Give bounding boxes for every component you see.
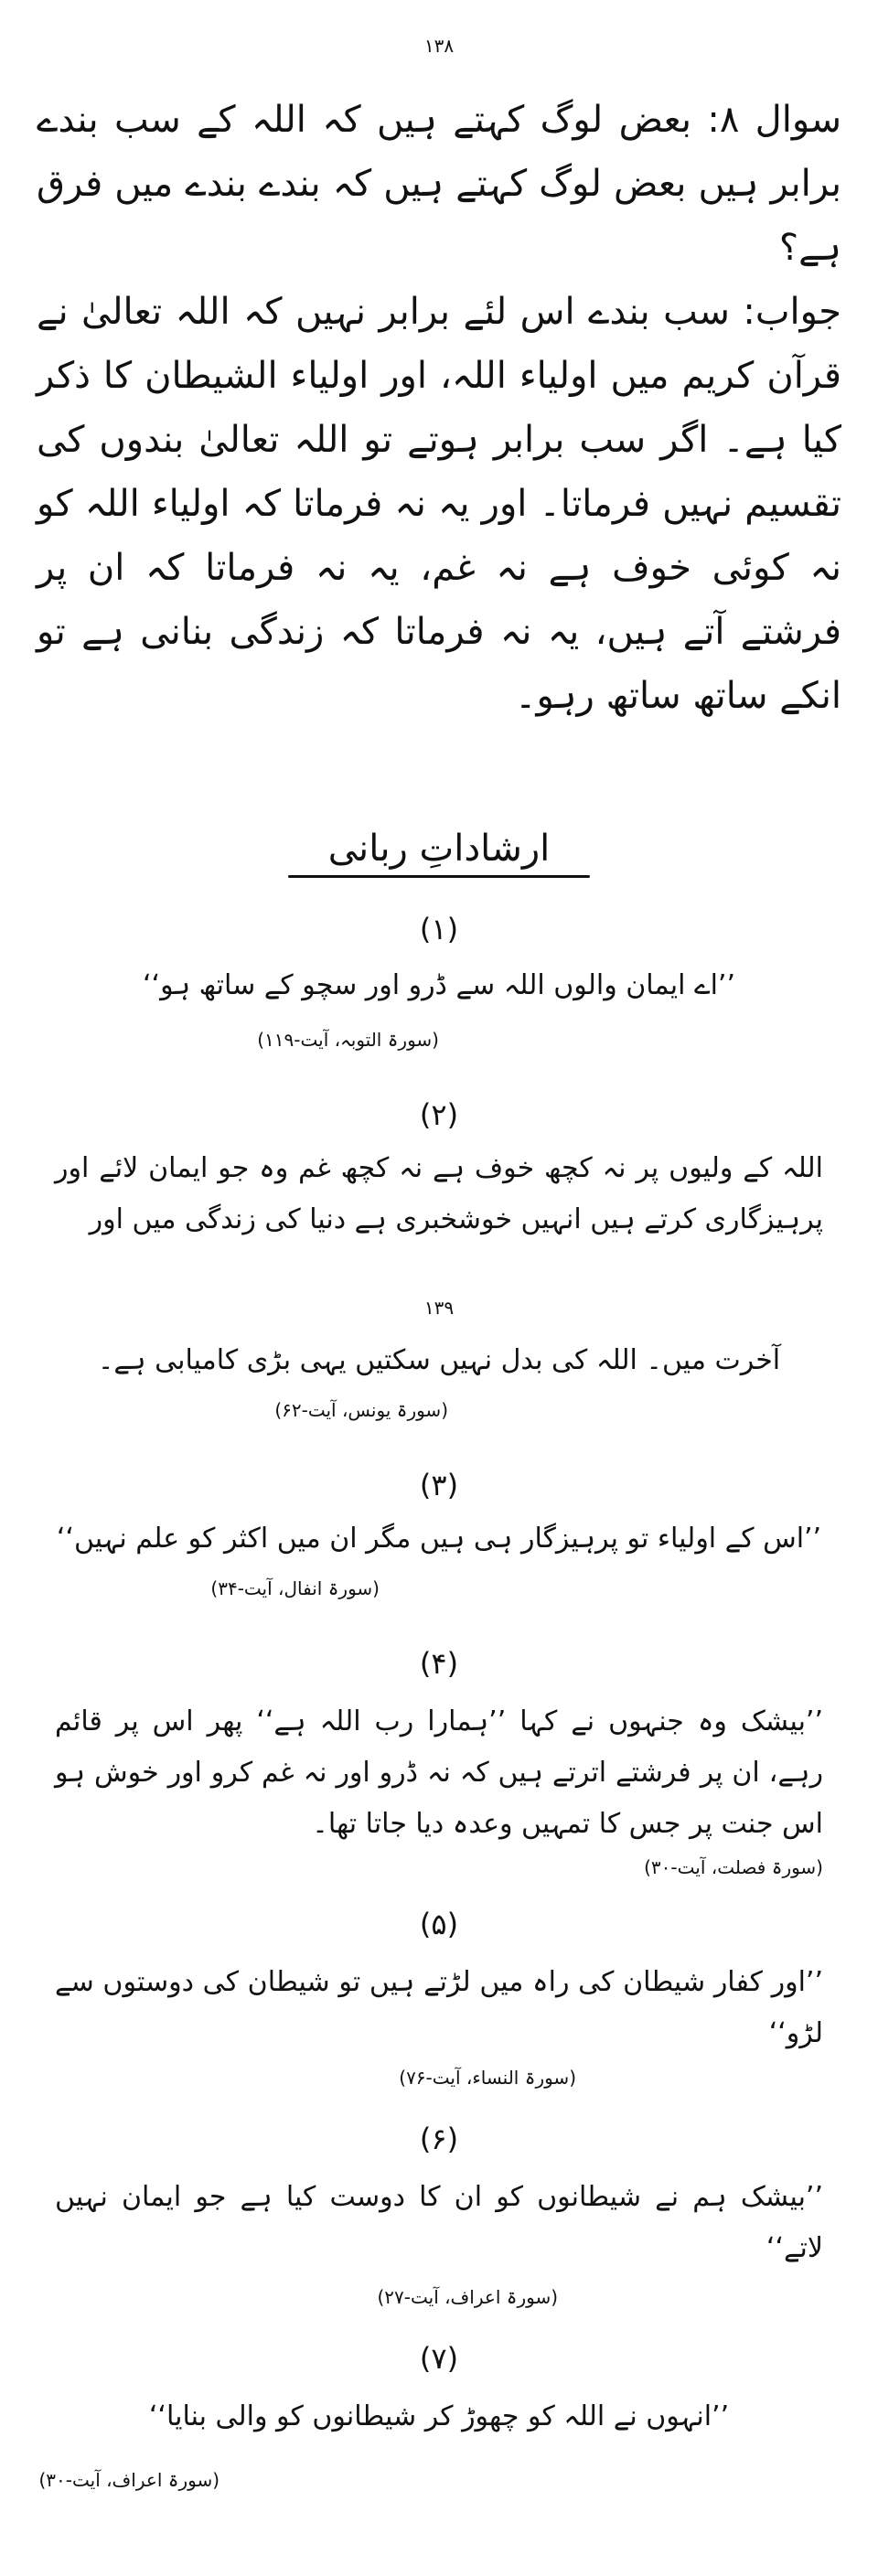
- saying-text: اللہ کے ولیوں پر نہ کچھ خوف ہے نہ کچھ غم وہ جو ایمان لائے اور پرہیزگاری کرتے ہیں انہیں خوشخبری ہے دنیا کی زندگی میں اور: [55, 1152, 823, 1235]
- section-heading: ارشاداتِ ربانی: [0, 828, 878, 878]
- page-number-middle: ۱۳۹: [423, 1297, 455, 1319]
- saying-reference: (سورۃ یونس، آیت-۶۲): [274, 1399, 448, 1421]
- saying-reference: (سورۃ اعراف، آیت-۲۷): [377, 2286, 558, 2308]
- saying-text: ’’اس کے اولیاء تو پرہیزگار ہی ہیں مگر ان میں اکثر کو علم نہیں‘‘: [56, 1523, 822, 1555]
- saying-text: ’’اور کفار شیطان کی راہ میں لڑتے ہیں تو شیطان کی دوستوں سے لڑو‘‘: [55, 1966, 823, 2049]
- saying-number: (۳): [419, 1468, 459, 1502]
- question-paragraph: [37, 88, 841, 280]
- saying-reference: (سورۃ اعراف، آیت-۳۰): [38, 2469, 220, 2491]
- saying-reference: (سورۃ التوبہ، آیت-۱۱۹): [257, 1029, 439, 1051]
- saying-number: (۲): [419, 1097, 459, 1132]
- saying-number: (۱): [419, 912, 459, 946]
- saying-text: ’’بیشک ہم نے شیطانوں کو ان کا دوست کیا ہے جو ایمان نہیں لاتے‘‘: [55, 2181, 823, 2264]
- page-number-top: ۱۳۸: [423, 35, 455, 57]
- saying-text-continued: آخرت میں۔ اللہ کی بدل نہیں سکتیں یہی بڑی کامیابی ہے۔: [97, 1344, 781, 1376]
- saying-reference: (سورۃ فصلت، آیت-۳۰): [644, 1856, 823, 1878]
- answer-paragraph: [37, 280, 841, 728]
- saying-number: (۶): [419, 2122, 459, 2156]
- question-label: سوال ۸:: [707, 99, 841, 141]
- question-text: بعض لوگ کہتے ہیں کہ اللہ کے سب بندے برابر ہیں بعض لوگ کہتے ہیں کہ بندے بندے میں فرق ہے؟: [37, 99, 841, 269]
- answer-text: سب بندے اس لئے برابر نہیں کہ اللہ تعالیٰ نے قرآن کریم میں اولیاء اللہ، اور اولیاء الشیطان کا ذکر کیا ہے۔ اگر سب برابر ہوتے تو اللہ تعالیٰ بندوں کی تقسیم نہیں فرماتا۔ اور یہ نہ فرماتا کہ اولیاء اللہ کو نہ کوئی خوف ہے نہ غم، یہ نہ فرماتا کہ ان پر فرشتے آتے ہیں، یہ نہ فرماتا کہ زندگی بنانی ہے تو انکے ساتھ ساتھ رہو۔: [37, 291, 841, 717]
- saying-reference: (سورۃ انفال، آیت-۳۴): [210, 1577, 380, 1599]
- saying-text: ’’اے ایمان والوں اللہ سے ڈرو اور سچو کے ساتھ ہو‘‘: [143, 969, 735, 1001]
- saying-text: ’’بیشک وہ جنہوں نے کہا ’’ہمارا رب اللہ ہے‘‘ پھر اس پر قائم رہے، ان پر فرشتے اترتے ہیں کہ نہ ڈرو اور نہ غم کرو اور خوش ہو اس جنت پر جس کا تمہیں وعدہ دیا جاتا تھا۔: [55, 1705, 823, 1840]
- heading-underline: [288, 875, 590, 878]
- saying-reference: (سورۃ النساء، آیت-۷۶): [399, 2067, 576, 2089]
- question-answer-block: [37, 88, 841, 728]
- answer-label: جواب:: [743, 291, 841, 333]
- saying-text: ’’انہوں نے اللہ کو چھوڑ کر شیطانوں کو والی بنایا‘‘: [148, 2400, 730, 2432]
- saying-number: (۴): [419, 1646, 459, 1681]
- saying-number: (۷): [419, 2341, 459, 2376]
- saying-number: (۵): [419, 1907, 459, 1941]
